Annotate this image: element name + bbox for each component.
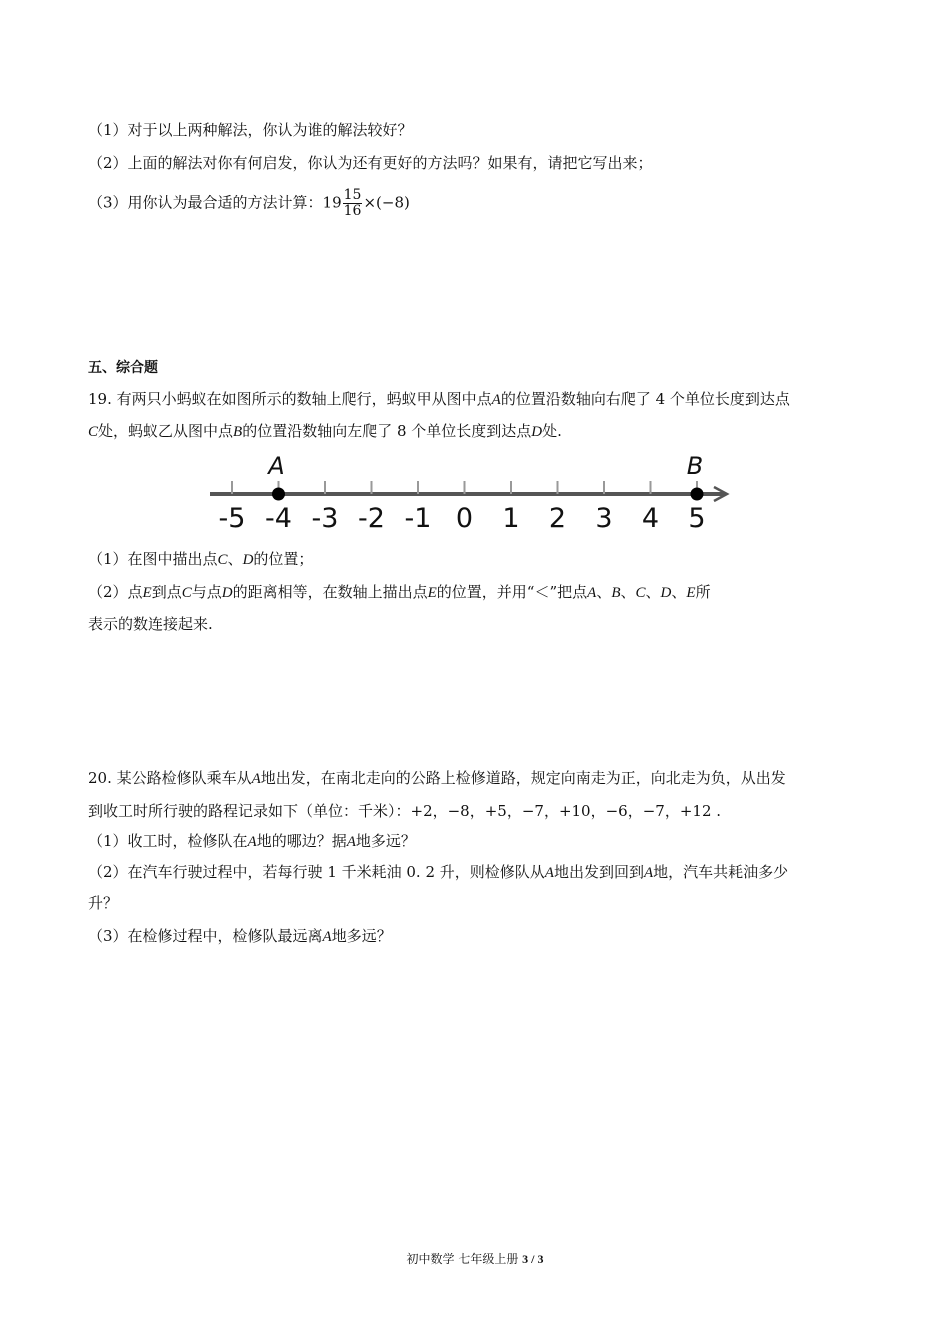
tick-label: 5: [688, 503, 706, 532]
q18-fraction-denominator: 16: [343, 203, 362, 219]
footer-text: 初中数学 七年级上册: [406, 1252, 523, 1266]
q19-line2: C处，蚂蚁乙从图中点B的位置沿数轴向左爬了 8 个单位长度到达点D处.: [88, 422, 562, 440]
q20-line1: 20. 某公路检修队乘车从A地出发，在南北走向的公路上检修道路，规定向南走为正，向北走为负，从出发: [88, 769, 786, 787]
tick-label: 3: [595, 503, 613, 532]
q19-part2-line2: 表示的数连接起来.: [88, 615, 213, 633]
section-5-title: 五、综合题: [88, 360, 158, 376]
tick-label: -2: [358, 503, 385, 532]
q19-part1: （1）在图中描出点C、D的位置；: [88, 550, 314, 568]
point-a-label: A: [268, 452, 285, 480]
tick-label: -4: [265, 503, 292, 532]
q20-part2-line2: 升？: [88, 894, 119, 912]
q18-part1: （1）对于以上两种解法，你认为谁的解法较好？: [88, 121, 413, 139]
page-number: 3 / 3: [522, 1252, 544, 1266]
q18-part2: （2）上面的解法对你有何启发，你认为还有更好的方法吗？如果有，请把它写出来；: [88, 154, 653, 172]
tick-label: 2: [548, 503, 567, 532]
tick-label: 0: [455, 503, 474, 532]
q18-part3-prefix: （3）用你认为最合适的方法计算：: [88, 193, 323, 212]
page-footer: [0, 1250, 950, 1267]
q18-part3-rest: ×(−8): [363, 193, 410, 212]
q18-fraction: [343, 188, 363, 219]
point-a: [272, 488, 285, 501]
tick-label: -1: [404, 503, 432, 532]
tick-label: 1: [502, 503, 520, 532]
q20-part2: （2）在汽车行驶过程中，若每行驶 1 千米耗油 0. 2 升，则检修队从A地出发到回到A地，汽车共耗油多少: [88, 863, 789, 881]
q18-fraction-numerator: 15: [343, 187, 362, 203]
q18-part3: [88, 188, 410, 219]
q18-part3-whole: 19: [322, 193, 342, 212]
tick-label: -5: [218, 503, 246, 532]
q19-line1: 19. 有两只小蚂蚁在如图所示的数轴上爬行，蚂蚁甲从图中点A的位置沿数轴向右爬了 4 个单位长度到达点: [88, 390, 790, 408]
number-line-labels: [219, 503, 706, 532]
q20-part1: （1）收工时，检修队在A地的哪边？据A地多远？: [88, 832, 416, 850]
tick-label: 4: [641, 503, 660, 532]
q19-part2: （2）点E到点C与点D的距离相等，在数轴上描出点E的位置，并用“＜”把点A、B、C、D、E所: [88, 583, 711, 601]
point-b-label: B: [686, 452, 704, 480]
q20-line2: 到收工时所行驶的路程记录如下（单位：千米）：+2，−8，+5，−7，+10，−6，−7，+12 .: [88, 802, 722, 820]
tick-label: -3: [311, 503, 339, 532]
q20-part3: （3）在检修过程中，检修队最远离A地多远？: [88, 927, 392, 945]
number-line-figure: [200, 450, 740, 532]
point-b: [691, 488, 704, 501]
